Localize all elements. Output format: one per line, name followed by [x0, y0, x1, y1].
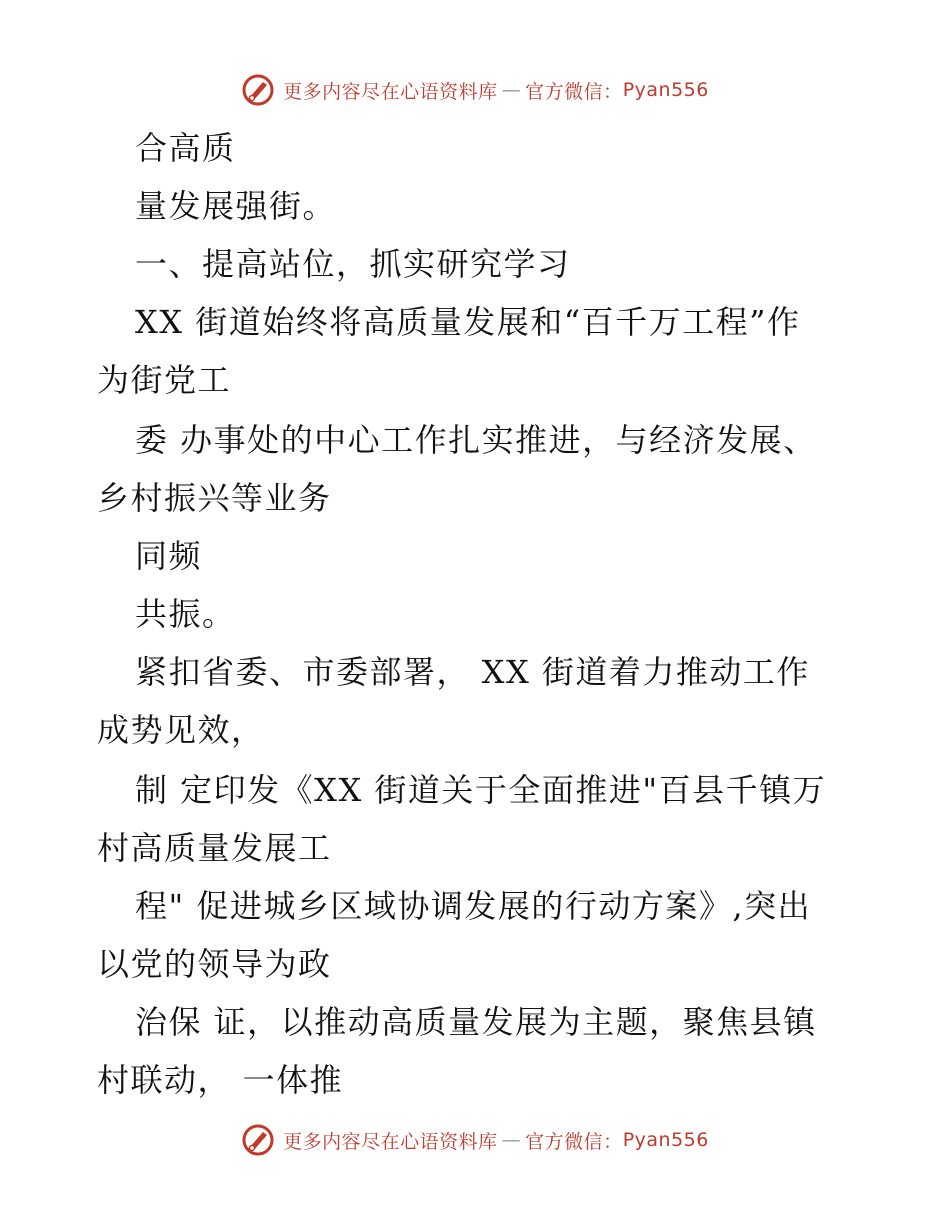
body-line: 成势见效，	[97, 711, 265, 749]
body-line: 一、提高站位，抓实研究学习	[135, 245, 571, 283]
body-line: 程" 促进城乡区域协调发展的行动方案》,突出	[135, 887, 812, 925]
body-line: 为街党工	[97, 361, 232, 399]
body-line: 村高质量发展工	[97, 829, 332, 867]
body-line: 村联动， 一体推	[97, 1061, 344, 1099]
body-line: 治保 证，以推动高质量发展为主题，聚焦县镇	[135, 1003, 817, 1041]
pen-logo-icon	[241, 1123, 275, 1157]
banner-wechat-label: 官方微信：	[525, 1130, 623, 1153]
body-line: 合高质	[135, 129, 236, 167]
body-line: 紧扣省委、市委部署， XX 街道着力推动工作	[135, 653, 810, 691]
banner-wechat-label: 官方微信：	[525, 80, 623, 103]
body-line: 制 定印发《XX 街道关于全面推进"百县千镇万	[135, 771, 827, 809]
body-line: 共振。	[135, 595, 236, 633]
footer-watermark-banner	[0, 1120, 950, 1160]
body-line: 乡村振兴等业务	[97, 479, 332, 517]
banner-text: 更多内容尽在心语资料库	[283, 80, 498, 103]
body-line: 量发展强街。	[135, 187, 337, 225]
body-line: 委 办事处的中心工作扎实推进，与经济发展、	[135, 421, 817, 459]
header-watermark-banner	[0, 70, 950, 110]
banner-separator: —	[501, 79, 522, 101]
banner-wechat-id: Pyan556	[622, 1129, 709, 1151]
pen-logo-icon	[241, 73, 275, 107]
body-line: XX 街道始终将高质量发展和“百千万工程”作	[135, 303, 801, 341]
banner-separator: —	[501, 1129, 522, 1151]
banner-text: 更多内容尽在心语资料库	[283, 1130, 498, 1153]
body-line: 同频	[135, 537, 203, 575]
banner-wechat-id: Pyan556	[622, 79, 709, 101]
body-line: 以党的领导为政	[97, 945, 332, 983]
